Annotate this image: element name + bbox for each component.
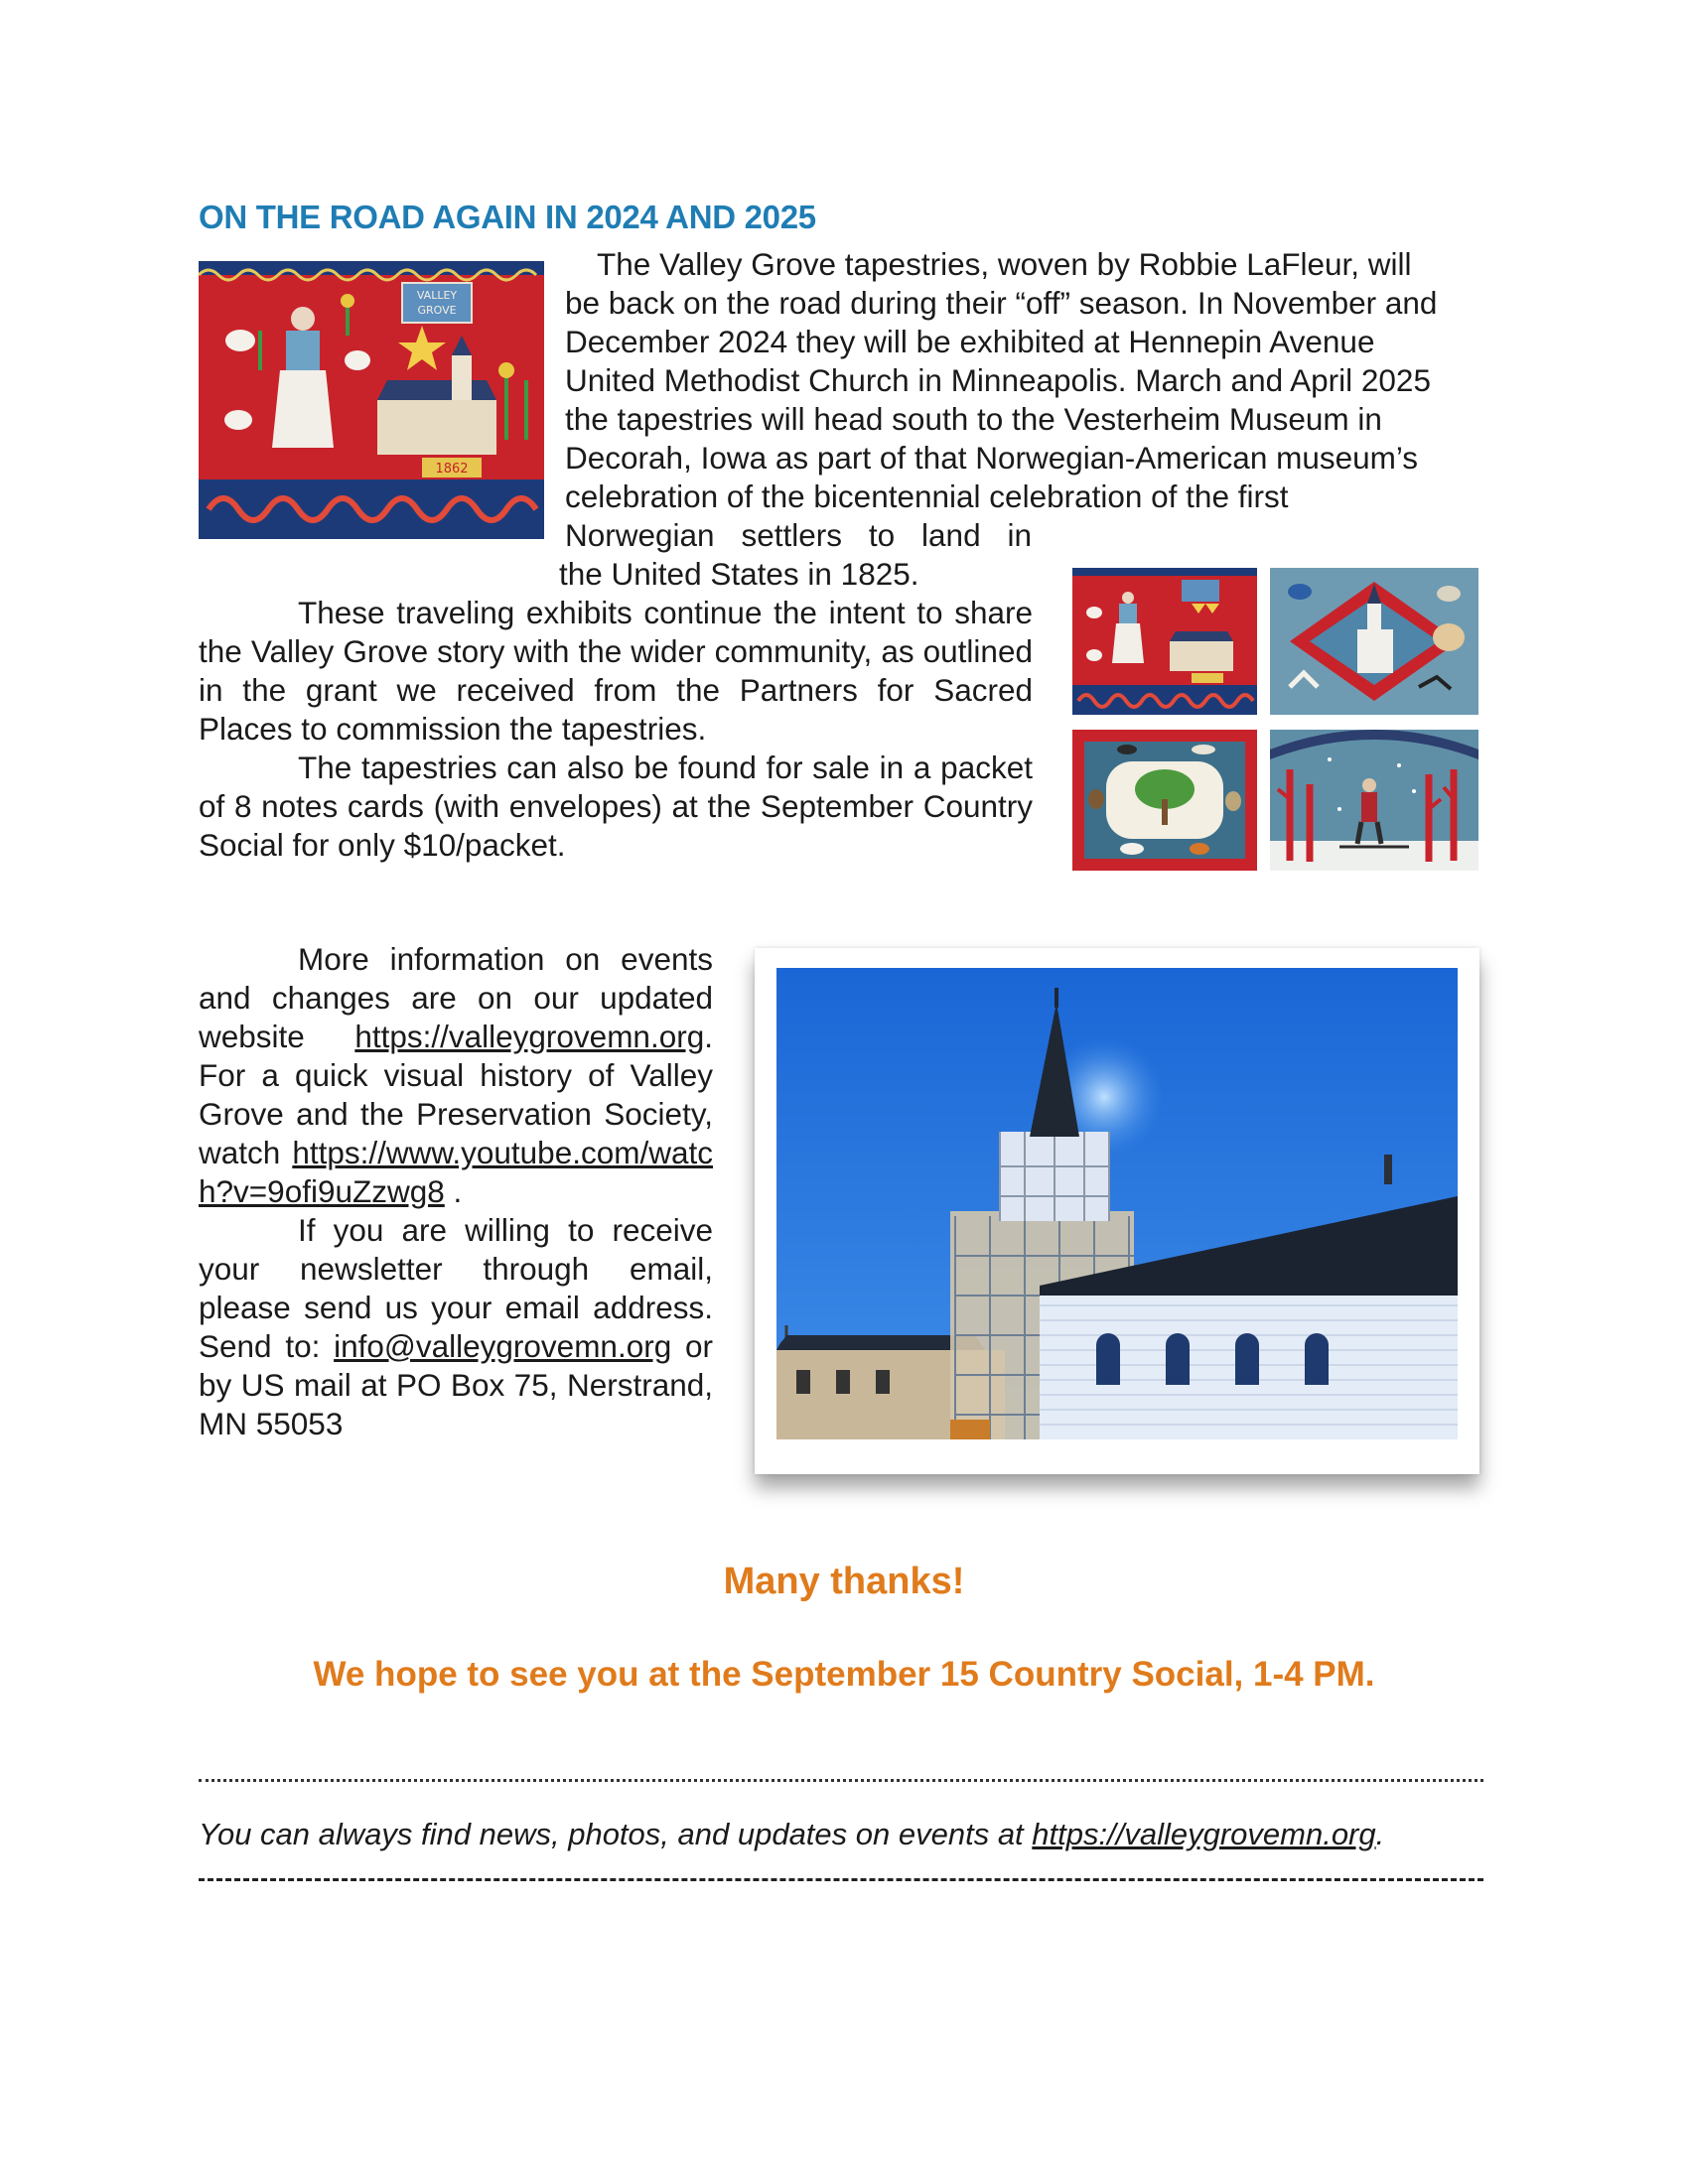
info-column: [199, 940, 713, 1443]
article-paragraph-2: These traveling exhibits continue the intent to share the Valley Grove story with the wider community, as outlined in the grant we received from the Partners for Sacred Places to commission the tapestries.: [199, 595, 1033, 747]
info-text-a: More information on events and changes are on our updated website: [199, 941, 713, 1054]
church-photo: [776, 968, 1458, 1439]
footer-period: .: [1375, 1817, 1385, 1851]
article-heading: ON THE ROAD AGAIN IN 2024 AND 2025: [199, 199, 816, 235]
email-link[interactable]: info@valleygrovemn.org: [334, 1328, 672, 1364]
dotted-divider: [199, 1779, 1483, 1786]
article-paragraph-1-end: [559, 555, 1036, 594]
svg-text:GROVE: GROVE: [417, 304, 457, 317]
p1-line-2: be back on the road during their “off” season. In November and: [565, 285, 1438, 321]
article-paragraph-1: [565, 245, 1493, 516]
tapestry-thumb-valley-grove: [1072, 568, 1257, 715]
p1-line-8: Norwegian settlers to land in: [565, 517, 1032, 553]
p1-line-3: December 2024 they will be exhibited at Hennepin Avenue: [565, 324, 1375, 359]
p1-line-5: the tapestries will head south to the Vesterheim Museum in: [565, 401, 1382, 437]
article-left-column: [199, 594, 1033, 865]
tapestry-thumb-winter-skier: [1270, 730, 1478, 871]
footer-note: [199, 1817, 1384, 1852]
info-text-e: or by US mail at PO Box 75, Nerstrand, MN 55053: [199, 1328, 713, 1441]
thanks-message: Many thanks!: [723, 1561, 965, 1602]
info-text-d: If you are willing to receive your newsletter through email, please send us your email address. Send to:: [199, 1212, 713, 1364]
p1-line-1: The Valley Grove tapestries, woven by Robbie LaFleur, will: [597, 246, 1412, 282]
svg-text:1862: 1862: [435, 462, 469, 477]
article-paragraph-3: The tapestries can also be found for sale in a packet of 8 notes cards (with envelopes) at the September Country Social for only $10/packet.: [199, 750, 1033, 863]
p1-end: the United States in 1825.: [559, 556, 919, 592]
website-link[interactable]: https://valleygrovemn.org: [354, 1019, 705, 1054]
tapestry-thumb-tree-animals: [1072, 730, 1257, 871]
svg-text:VALLEY: VALLEY: [416, 289, 458, 302]
article-paragraph-1-line-8: [565, 516, 1032, 555]
youtube-link[interactable]: https://www.youtube.com/watch?v=9ofi9uZzwg8: [199, 1135, 713, 1209]
church-photo-frame: [755, 948, 1479, 1474]
info-paragraph-2: [199, 1211, 713, 1443]
p1-line-7: celebration of the bicentennial celebration of the first: [565, 478, 1289, 514]
info-text-b: . For a quick visual history of Valley Grove and the Preservation Society, watch: [199, 1019, 713, 1170]
footer-website-link[interactable]: https://valleygrovemn.org: [1032, 1817, 1376, 1851]
tapestry-valley-grove-image: [199, 261, 544, 539]
footer-text: You can always find news, photos, and updates on events at: [199, 1817, 1033, 1851]
p1-line-6: Decorah, Iowa as part of that Norwegian-American museum’s: [565, 440, 1419, 476]
dashed-divider: [199, 1878, 1483, 1884]
info-text-c: .: [444, 1173, 463, 1209]
info-paragraph-1: [199, 940, 713, 1211]
p1-line-4: United Methodist Church in Minneapolis. March and April 2025: [565, 362, 1431, 398]
social-invite-message: We hope to see you at the September 15 Country Social, 1-4 PM.: [313, 1655, 1375, 1694]
tapestry-thumb-church-birds: [1270, 568, 1478, 715]
